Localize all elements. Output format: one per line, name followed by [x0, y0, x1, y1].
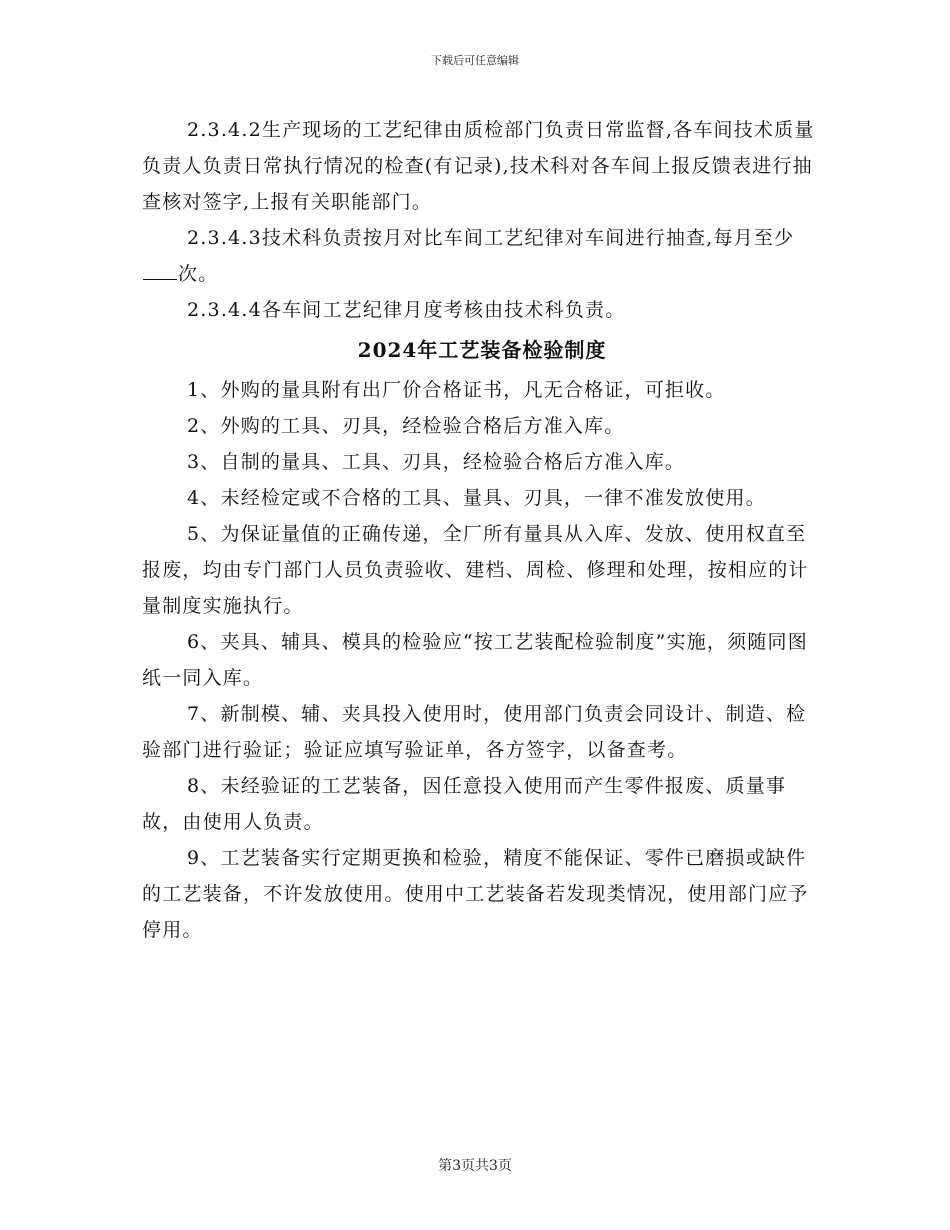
page-header: 下载后可任意编辑: [431, 54, 519, 67]
paragraph-2-3-4-3-tail: 次。: [178, 263, 219, 285]
list-item: 8、未经验证的工艺装备，因任意投入使用而产生零件报废、质量事故，由使用人负责。: [142, 775, 787, 833]
paragraph-2-3-4-3: [142, 220, 822, 292]
list-item: 1、外购的量具附有出厂价合格证书，凡无合格证，可拒收。: [187, 379, 726, 401]
fill-in-blank: [143, 260, 177, 280]
list-item: 5、为保证量值的正确传递，全厂所有量具从入库、发放、使用权直至报废，均由专门部门人员负责验收、建档、周检、修理和处理，按相应的计量制度实施执行。: [142, 523, 809, 617]
list-item: 3、自制的量具、工具、刃具，经检验合格后方准入库。: [187, 451, 686, 473]
section-title: 2024年工艺装备检验制度: [357, 338, 607, 362]
list-item: 9、工艺装备实行定期更换和检验，精度不能保证、零件已磨损或缺件的工艺装备，不许发放使用。使用中工艺装备若发现类情况，使用部门应予停用。: [142, 847, 809, 941]
list-item: 6、夹具、辅具、模具的检验应“按工艺装配检验制度”实施，须随同图纸一同入库。: [142, 631, 808, 689]
list-item: 2、外购的工具、刃具，经检验合格后方准入库。: [187, 415, 625, 437]
page-footer: 第3页共3页: [438, 1158, 512, 1174]
list-item: 4、未经检定或不合格的工具、量具、刃具，一律不准发放使用。: [187, 487, 766, 509]
paragraph-2-3-4-4: 2.3.4.4各车间工艺纪律月度考核由技术科负责。: [187, 299, 626, 321]
document-body: [142, 112, 822, 948]
list-item: 7、新制模、辅、夹具投入使用时，使用部门负责会同设计、制造、检验部门进行验证；验证应填写验证单，各方签字，以备查考。: [142, 703, 807, 761]
paragraph-2-3-4-2: 2.3.4.2生产现场的工艺纪律由质检部门负责日常监督,各车间技术质量负责人负责日常执行情况的检查(有记录),技术科对各车间上报反馈表进行抽查核对签字,上报有关职能部门。: [142, 119, 815, 213]
paragraph-2-3-4-3-text: 2.3.4.3技术科负责按月对比车间工艺纪律对车间进行抽查,每月至少: [187, 227, 795, 249]
